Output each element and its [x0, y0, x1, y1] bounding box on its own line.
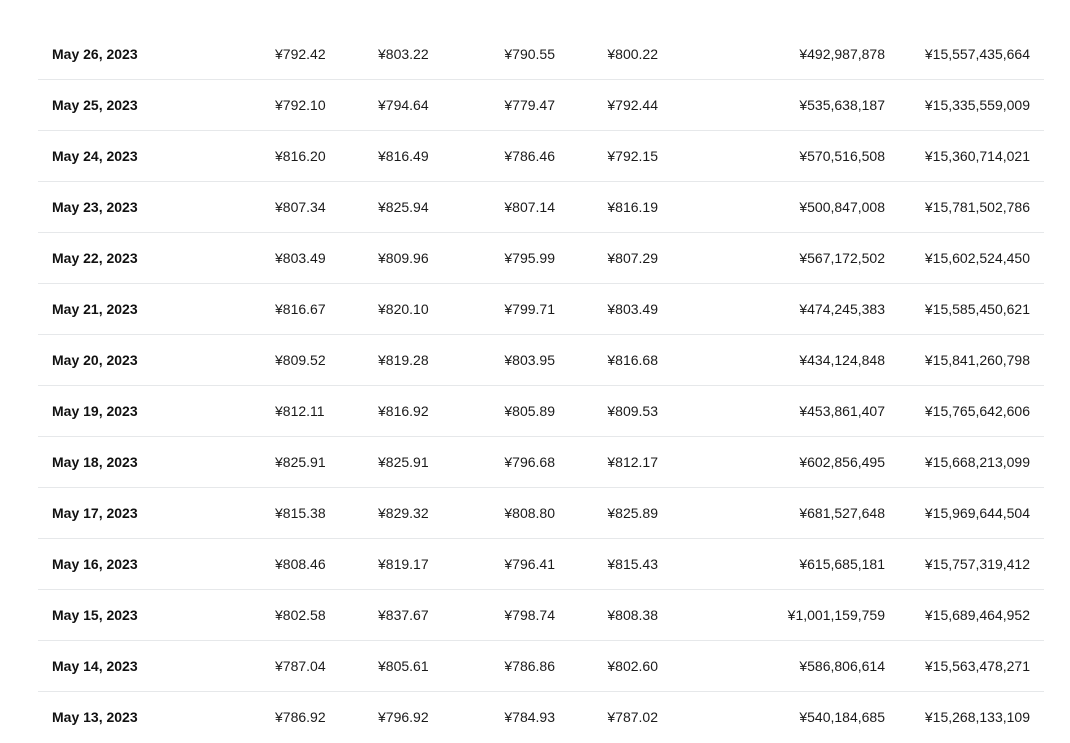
open-cell: ¥803.49: [275, 250, 326, 266]
volume-cell: ¥615,685,181: [799, 556, 885, 572]
low-cell: ¥796.68: [504, 454, 555, 470]
volume-cell: ¥434,124,848: [799, 352, 885, 368]
date-cell: May 23, 2023: [52, 199, 138, 215]
date-cell: May 24, 2023: [52, 148, 138, 164]
low-cell: ¥807.14: [504, 199, 555, 215]
date-cell: May 16, 2023: [52, 556, 138, 572]
market-cap-cell: ¥15,268,133,109: [924, 709, 1030, 725]
market-cap-cell: ¥15,689,464,952: [924, 607, 1030, 623]
high-cell: ¥819.28: [378, 352, 429, 368]
close-cell: ¥816.68: [607, 352, 658, 368]
close-cell: ¥802.60: [607, 658, 658, 674]
open-cell: ¥786.92: [275, 709, 326, 725]
date-cell: May 15, 2023: [52, 607, 138, 623]
close-cell: ¥815.43: [607, 556, 658, 572]
table-row: [38, 692, 1044, 743]
low-cell: ¥779.47: [504, 97, 555, 113]
high-cell: ¥825.94: [378, 199, 429, 215]
low-cell: ¥790.55: [504, 46, 555, 62]
market-cap-cell: ¥15,841,260,798: [924, 352, 1030, 368]
close-cell: ¥816.19: [607, 199, 658, 215]
low-cell: ¥808.80: [504, 505, 555, 521]
low-cell: ¥799.71: [504, 301, 555, 317]
open-cell: ¥787.04: [275, 658, 326, 674]
low-cell: ¥795.99: [504, 250, 555, 266]
market-cap-cell: ¥15,757,319,412: [924, 556, 1030, 572]
high-cell: ¥809.96: [378, 250, 429, 266]
open-cell: ¥812.11: [275, 403, 325, 419]
low-cell: ¥796.41: [504, 556, 555, 572]
high-cell: ¥819.17: [378, 556, 429, 572]
market-cap-cell: ¥15,969,644,504: [924, 505, 1030, 521]
volume-cell: ¥492,987,878: [799, 46, 885, 62]
market-cap-cell: ¥15,602,524,450: [924, 250, 1030, 266]
market-cap-cell: ¥15,668,213,099: [924, 454, 1030, 470]
volume-cell: ¥500,847,008: [799, 199, 885, 215]
high-cell: ¥796.92: [378, 709, 429, 725]
table-row: [38, 539, 1044, 590]
volume-cell: ¥681,527,648: [799, 505, 885, 521]
volume-cell: ¥453,861,407: [799, 403, 885, 419]
low-cell: ¥786.86: [504, 658, 555, 674]
high-cell: ¥816.49: [378, 148, 429, 164]
low-cell: ¥786.46: [504, 148, 555, 164]
table-row: [38, 29, 1044, 80]
table-row: [38, 488, 1044, 539]
high-cell: ¥794.64: [378, 97, 429, 113]
high-cell: ¥816.92: [378, 403, 429, 419]
volume-cell: ¥570,516,508: [799, 148, 885, 164]
open-cell: ¥792.42: [275, 46, 326, 62]
table-row: [38, 284, 1044, 335]
table-row: [38, 233, 1044, 284]
low-cell: ¥798.74: [504, 607, 555, 623]
volume-cell: ¥586,806,614: [799, 658, 885, 674]
date-cell: May 13, 2023: [52, 709, 138, 725]
table-row: [38, 386, 1044, 437]
date-cell: May 18, 2023: [52, 454, 138, 470]
volume-cell: ¥540,184,685: [799, 709, 885, 725]
close-cell: ¥812.17: [607, 454, 658, 470]
volume-cell: ¥602,856,495: [799, 454, 885, 470]
table-row: [38, 182, 1044, 233]
market-cap-cell: ¥15,765,642,606: [924, 403, 1030, 419]
table-row: [38, 437, 1044, 488]
date-cell: May 26, 2023: [52, 46, 138, 62]
close-cell: ¥792.15: [607, 148, 658, 164]
open-cell: ¥825.91: [275, 454, 326, 470]
close-cell: ¥807.29: [607, 250, 658, 266]
date-cell: May 19, 2023: [52, 403, 138, 419]
table-row: [38, 590, 1044, 641]
market-cap-cell: ¥15,781,502,786: [924, 199, 1030, 215]
market-cap-cell: ¥15,360,714,021: [924, 148, 1030, 164]
date-cell: May 17, 2023: [52, 505, 138, 521]
table-row: [38, 641, 1044, 692]
high-cell: ¥803.22: [378, 46, 429, 62]
date-cell: May 25, 2023: [52, 97, 138, 113]
high-cell: ¥805.61: [378, 658, 429, 674]
date-cell: May 20, 2023: [52, 352, 138, 368]
close-cell: ¥825.89: [607, 505, 658, 521]
close-cell: ¥800.22: [607, 46, 658, 62]
close-cell: ¥792.44: [607, 97, 658, 113]
market-cap-cell: ¥15,585,450,621: [924, 301, 1030, 317]
date-cell: May 21, 2023: [52, 301, 138, 317]
open-cell: ¥792.10: [275, 97, 326, 113]
close-cell: ¥803.49: [607, 301, 658, 317]
volume-cell: ¥474,245,383: [799, 301, 885, 317]
high-cell: ¥837.67: [378, 607, 429, 623]
date-cell: May 22, 2023: [52, 250, 138, 266]
market-cap-cell: ¥15,335,559,009: [924, 97, 1030, 113]
open-cell: ¥802.58: [275, 607, 326, 623]
close-cell: ¥787.02: [607, 709, 658, 725]
low-cell: ¥805.89: [504, 403, 555, 419]
high-cell: ¥825.91: [378, 454, 429, 470]
open-cell: ¥816.67: [275, 301, 326, 317]
open-cell: ¥815.38: [275, 505, 326, 521]
open-cell: ¥816.20: [275, 148, 326, 164]
low-cell: ¥784.93: [504, 709, 555, 725]
table-row: [38, 80, 1044, 131]
volume-cell: ¥567,172,502: [799, 250, 885, 266]
open-cell: ¥809.52: [275, 352, 326, 368]
price-history-table: [38, 29, 1044, 743]
table-row: [38, 131, 1044, 182]
high-cell: ¥829.32: [378, 505, 429, 521]
low-cell: ¥803.95: [504, 352, 555, 368]
close-cell: ¥809.53: [607, 403, 658, 419]
table-row: [38, 335, 1044, 386]
open-cell: ¥807.34: [275, 199, 326, 215]
volume-cell: ¥1,001,159,759: [787, 607, 885, 623]
date-cell: May 14, 2023: [52, 658, 138, 674]
volume-cell: ¥535,638,187: [799, 97, 885, 113]
market-cap-cell: ¥15,557,435,664: [924, 46, 1030, 62]
open-cell: ¥808.46: [275, 556, 326, 572]
market-cap-cell: ¥15,563,478,271: [924, 658, 1030, 674]
close-cell: ¥808.38: [607, 607, 658, 623]
high-cell: ¥820.10: [378, 301, 429, 317]
